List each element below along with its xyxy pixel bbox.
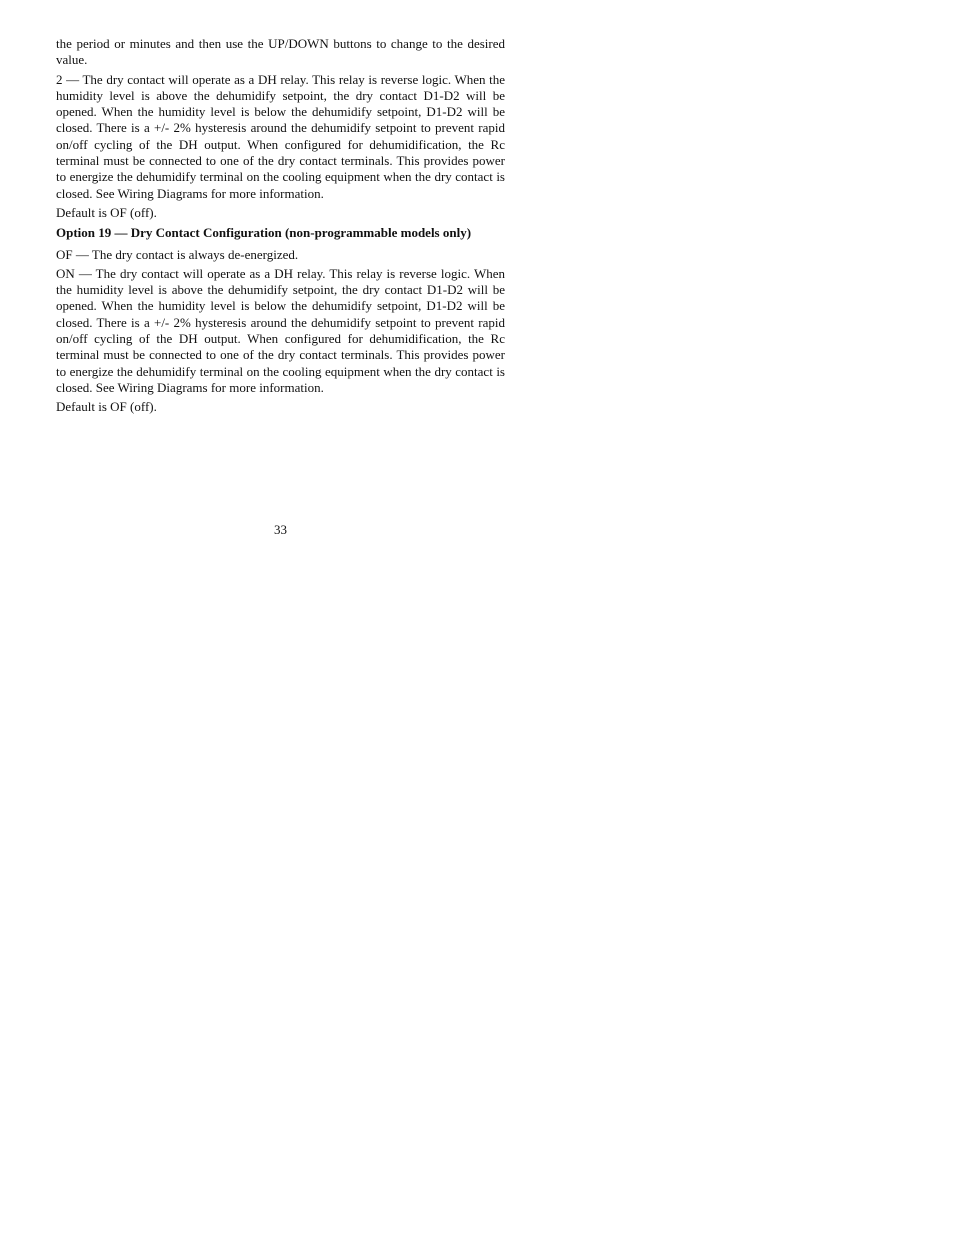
page-number: 33 [274, 522, 287, 537]
paragraph-default-2: Default is OF (off). [56, 399, 157, 415]
paragraph-option-on: ON — The dry contact will operate as a DH relay. This relay is reverse logic. When the humidity level is above the dehumidify setpoint, the dry contact D1-D2 will be opened. When the humidity level is below the dehumidify setpoint, D1-D2 will be closed. There is a +/- 2% hysteresis around the dehumidify setpoint to prevent rapid on/off cycling of the DH output. When configured for dehumidification, the Rc terminal must be connected to one of the dry contact terminals. This provides power to energize the dehumidify terminal on the cooling equipment when the dry contact is closed. See Wiring Diagrams for more information. [56, 265, 505, 395]
paragraph-default-1: Default is OF (off). [56, 204, 157, 220]
paragraph-option-of: OF — The dry contact is always de-energized. [56, 246, 299, 262]
section-heading-option-19: Option 19 — Dry Contact Configuration (non-programmable models only) [56, 225, 472, 241]
text-column [56, 36, 505, 419]
paragraph-option-2: 2 — The dry contact will operate as a DH relay. This relay is reverse logic. When the humidity level is above the dehumidify setpoint, the dry contact D1-D2 will be opened. When the humidity level is below the dehumidify setpoint, D1-D2 will be closed. There is a +/- 2% hysteresis around the dehumidify setpoint to prevent rapid on/off cycling of the DH output. When configured for dehumidification, the Rc terminal must be connected to one of the dry contact terminals. This provides power to energize the dehumidify terminal on the cooling equipment when the dry contact is closed. See Wiring Diagrams for more information. [56, 71, 505, 201]
paragraph-continuation: the period or minutes and then use the UP/DOWN buttons to change to the desired value. [56, 36, 505, 68]
